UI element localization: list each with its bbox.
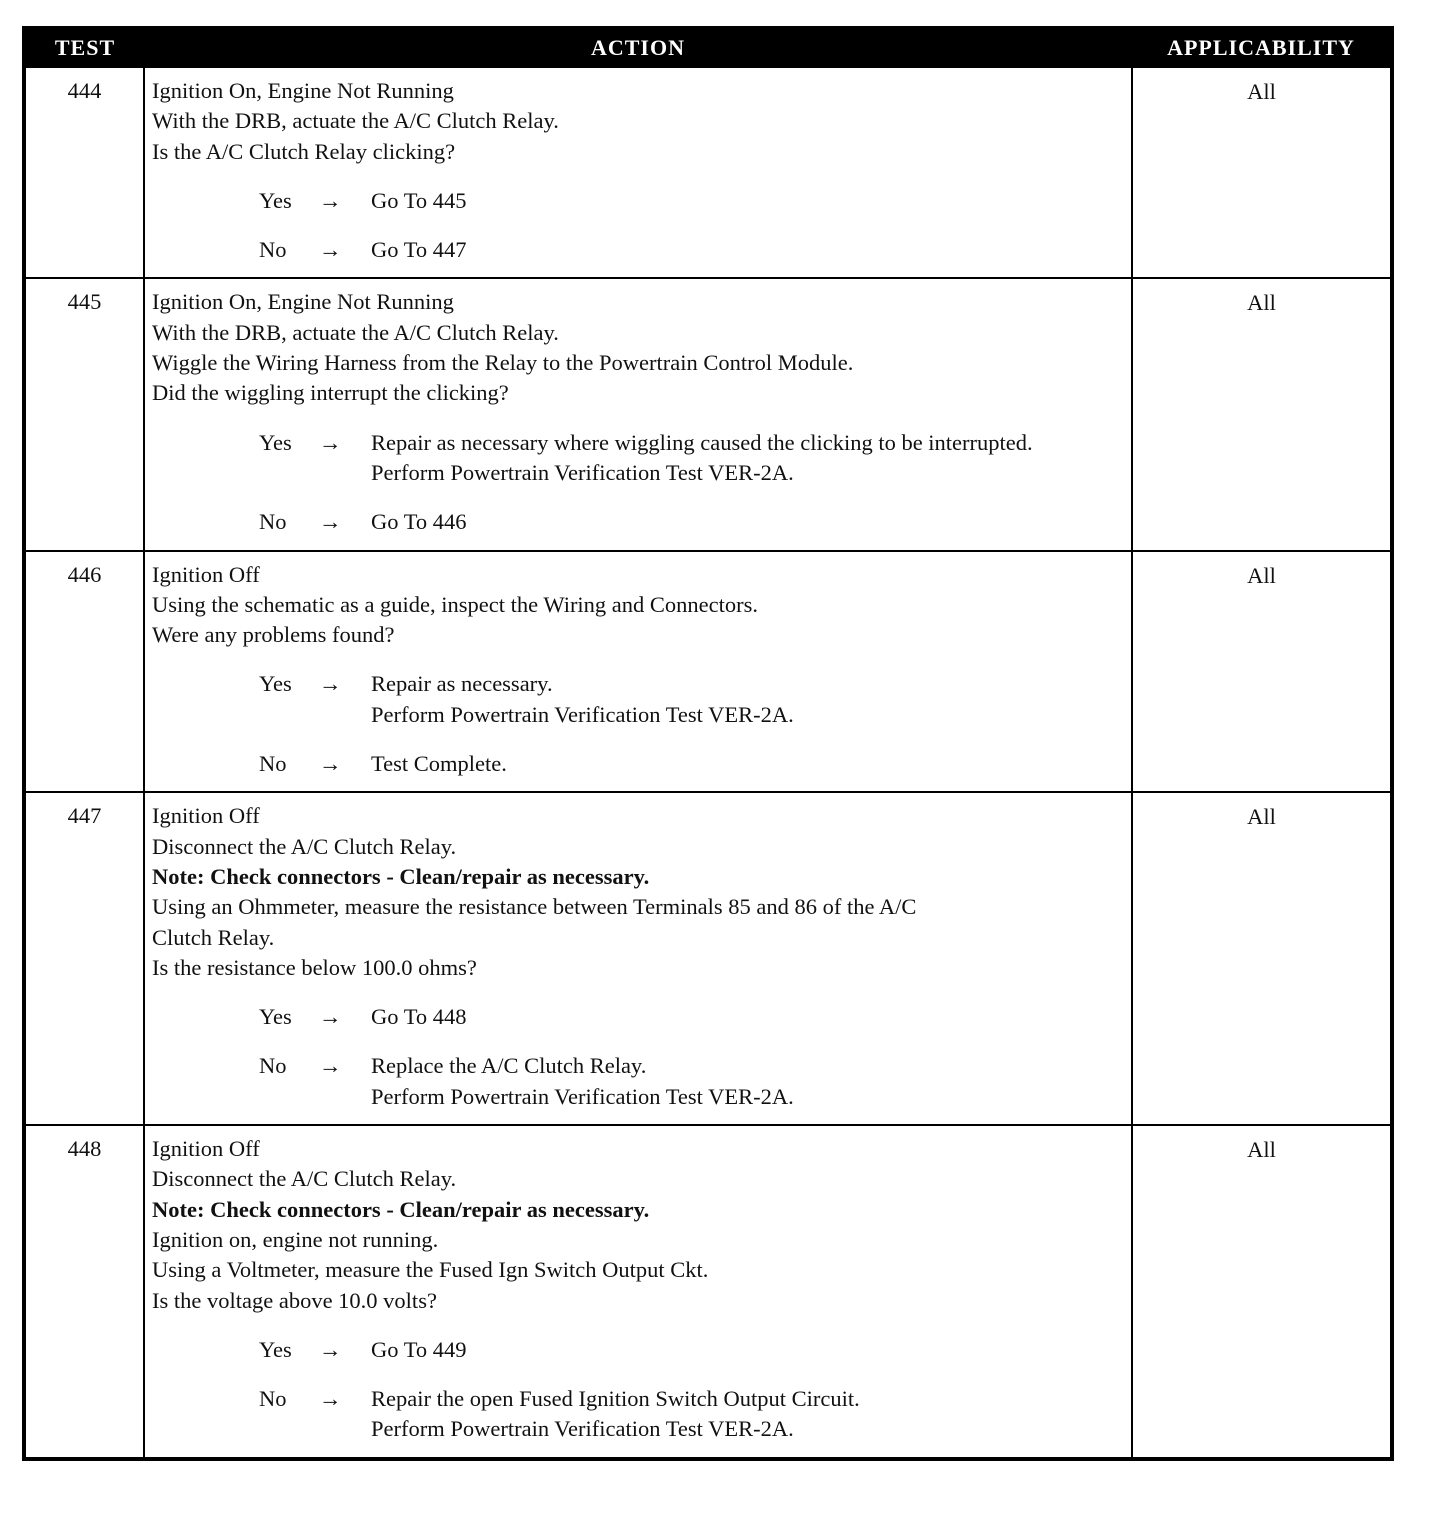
answer-yes [259,186,1123,216]
answer-yes [259,428,1123,489]
instruction-line: Using a Voltmeter, measure the Fused Ign Switch Output Ckt. [152,1257,709,1283]
instruction-line: Were any problems found? [152,622,395,648]
answer-no [259,1051,1123,1112]
answer-list [152,1002,1123,1112]
table-header-row [24,28,1392,67]
answer-result [371,1384,1123,1445]
answer-no [259,1384,1123,1445]
test-row [24,551,1392,793]
test-number: 444 [24,67,144,278]
answer-label: Yes [259,187,292,213]
diagnostic-test-table [22,26,1394,1461]
instruction-line: Ignition Off [152,803,260,829]
answer-result [371,186,1123,216]
answer-result-line: Go To 449 [371,1336,467,1362]
answer-list [152,428,1123,538]
answer-result-line: Repair the open Fused Ignition Switch Output Circuit. [371,1386,860,1412]
instruction-line: Disconnect the A/C Clutch Relay. [152,1166,457,1192]
test-row [24,792,1392,1125]
applicability-value: All [1132,1125,1392,1459]
arrow-icon: → [319,1336,342,1362]
instruction-line: Ignition on, engine not running. [152,1226,439,1252]
instruction-line: Wiggle the Wiring Harness from the Relay to the Powertrain Control Module. [152,350,854,376]
answer-result [371,428,1123,489]
note-line: Note: Check connectors - Clean/repair as necessary. [152,1196,650,1222]
answer-result-line: Go To 445 [371,187,467,213]
answer-list [152,186,1123,266]
answer-result-line: Test Complete. [371,751,507,777]
answer-result [371,1051,1123,1112]
instruction-line: Disconnect the A/C Clutch Relay. [152,833,457,859]
test-action [144,551,1132,793]
applicability-value: All [1132,67,1392,278]
instruction-line: Is the resistance below 100.0 ohms? [152,954,477,980]
instruction-line: Clutch Relay. [152,924,275,950]
answer-no [259,507,1123,537]
arrow-icon: → [319,1004,342,1030]
applicability-value: All [1132,792,1392,1125]
note-line: Note: Check connectors - Clean/repair as necessary. [152,863,650,889]
instruction-line: Ignition On, Engine Not Running [152,78,454,103]
answer-label: Yes [259,1004,292,1030]
instruction-line: With the DRB, actuate the A/C Clutch Relay. [152,108,559,134]
answer-label: No [259,237,287,263]
answer-result-line: Perform Powertrain Verification Test VER-2A. [371,459,794,485]
answer-result [371,749,1123,779]
arrow-icon: → [319,187,342,213]
arrow-icon: → [319,509,342,535]
answer-result [371,1002,1123,1032]
answer-result [371,669,1123,730]
answer-result-line: Go To 447 [371,237,467,263]
test-number: 445 [24,278,144,550]
instruction-line: Using the schematic as a guide, inspect the Wiring and Connectors. [152,591,759,617]
test-rows [24,67,1392,1459]
applicability-value: All [1132,278,1392,550]
answer-yes [259,1002,1123,1032]
answer-label: No [259,1053,287,1079]
header-applicability: APPLICABILITY [1132,28,1392,67]
header-test: TEST [24,28,144,67]
applicability-value: All [1132,551,1392,793]
instruction-line: Is the A/C Clutch Relay clicking? [152,138,456,164]
answer-result-line: Go To 448 [371,1004,467,1030]
test-row [24,1125,1392,1459]
answer-result [371,1335,1123,1365]
answer-result-line: Repair as necessary where wiggling caused the clicking to be interrupted. [371,429,1033,455]
test-action [144,792,1132,1125]
header-action: ACTION [144,28,1132,67]
arrow-icon: → [319,237,342,263]
answer-label: Yes [259,1336,292,1362]
instruction-line: Ignition On, Engine Not Running [152,289,454,315]
arrow-icon: → [319,751,342,777]
instruction-line: Is the voltage above 10.0 volts? [152,1287,437,1313]
answer-label: No [259,1386,287,1412]
answer-result-line: Perform Powertrain Verification Test VER-2A. [371,701,794,727]
answer-yes [259,669,1123,730]
arrow-icon: → [319,429,342,455]
instruction-line: Using an Ohmmeter, measure the resistance between Terminals 85 and 86 of the A/C [152,894,917,920]
answer-result-line: Perform Powertrain Verification Test VER-2A. [371,1083,794,1109]
answer-no [259,749,1123,779]
answer-yes [259,1335,1123,1365]
test-number: 446 [24,551,144,793]
answer-result-line: Go To 446 [371,509,467,535]
test-action [144,67,1132,278]
test-number: 448 [24,1125,144,1459]
answer-label: No [259,509,287,535]
answer-no [259,235,1123,265]
test-action [144,278,1132,550]
instruction-line: Ignition Off [152,1136,260,1162]
answer-result [371,235,1123,265]
instruction-line: Ignition Off [152,561,260,587]
arrow-icon: → [319,1053,342,1079]
test-row [24,67,1392,278]
answer-list [152,1335,1123,1445]
answer-result-line: Perform Powertrain Verification Test VER-2A. [371,1416,794,1442]
answer-label: Yes [259,671,292,697]
test-number: 447 [24,792,144,1125]
arrow-icon: → [319,671,342,697]
answer-list [152,669,1123,779]
test-action [144,1125,1132,1459]
instruction-line: With the DRB, actuate the A/C Clutch Relay. [152,319,559,345]
answer-result-line: Repair as necessary. [371,671,553,697]
answer-label: Yes [259,429,292,455]
answer-label: No [259,751,287,777]
instruction-line: Did the wiggling interrupt the clicking? [152,380,509,406]
answer-result-line: Replace the A/C Clutch Relay. [371,1053,647,1079]
arrow-icon: → [319,1386,342,1412]
test-row [24,278,1392,550]
answer-result [371,507,1123,537]
